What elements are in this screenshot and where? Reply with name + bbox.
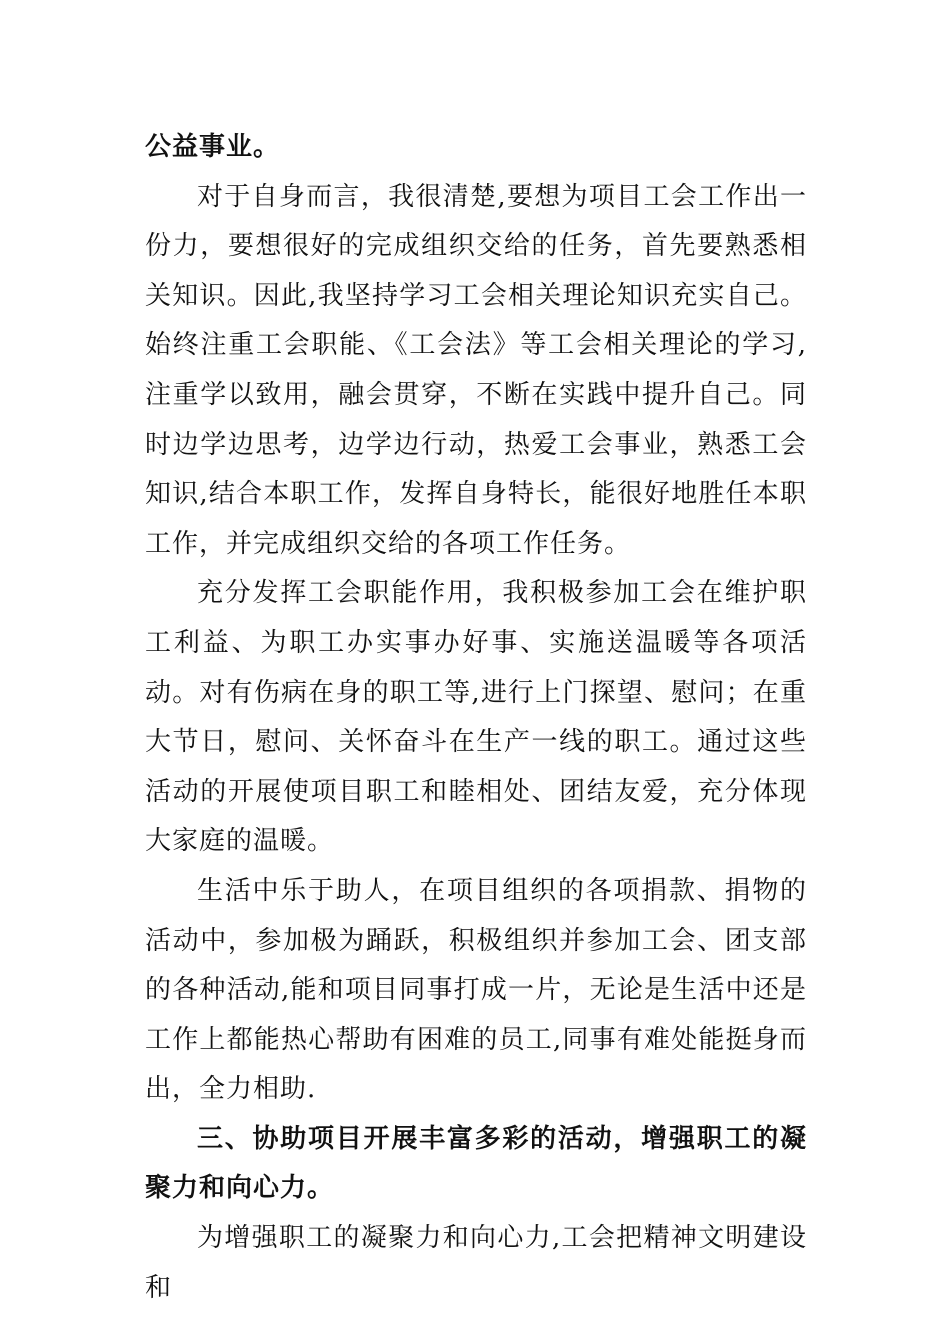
paragraph-helping-others: 生活中乐于助人，在项目组织的各项捐款、捐物的活动中，参加极为踊跃，积极组织并参加工会、团支部的各种活动,能和项目同事打成一片，无论是生活中还是工作上都能热心帮助有困难的员工,同事有难处能挺身而出，全力相助. — [145, 875, 807, 1105]
paragraph-union-functions: 充分发挥工会职能作用，我积极参加工会在维护职工利益、为职工办实事办好事、实施送温暖等各项活动。对有伤病在身的职工等,进行上门探望、慰问；在重大节日，慰问、关怀奋斗在生产一线的职工。通过这些活动的开展使项目职工和睦相处、团结友爱，充分体现大家庭的温暖。 — [145, 578, 807, 857]
section-heading-three: 三、协助项目开展丰富多彩的活动，增强职工的凝聚力和向心力。 — [145, 1123, 807, 1204]
paragraph-self-study: 对于自身而言，我很清楚,要想为项目工会工作出一份力，要想很好的完成组织交给的任务，首先要熟悉相关知识。因此,我坚持学习工会相关理论知识充实自己。始终注重工会职能、《工会法》等工会相关理论的学习,注重学以致用，融会贯穿，不断在实践中提升自己。同时边学边思考，边学边行动，热爱工会事业，熟悉工会知识,结合本职工作，发挥自身特长，能很好地胜任本职工作，并完成组织交给的各项工作任务。 — [145, 181, 807, 559]
paragraph-continuation: 公益事业。 — [145, 132, 281, 162]
paragraph-cohesion: 为增强职工的凝聚力和向心力,工会把精神文明建设和 — [145, 1223, 807, 1303]
document-body — [145, 123, 807, 1313]
